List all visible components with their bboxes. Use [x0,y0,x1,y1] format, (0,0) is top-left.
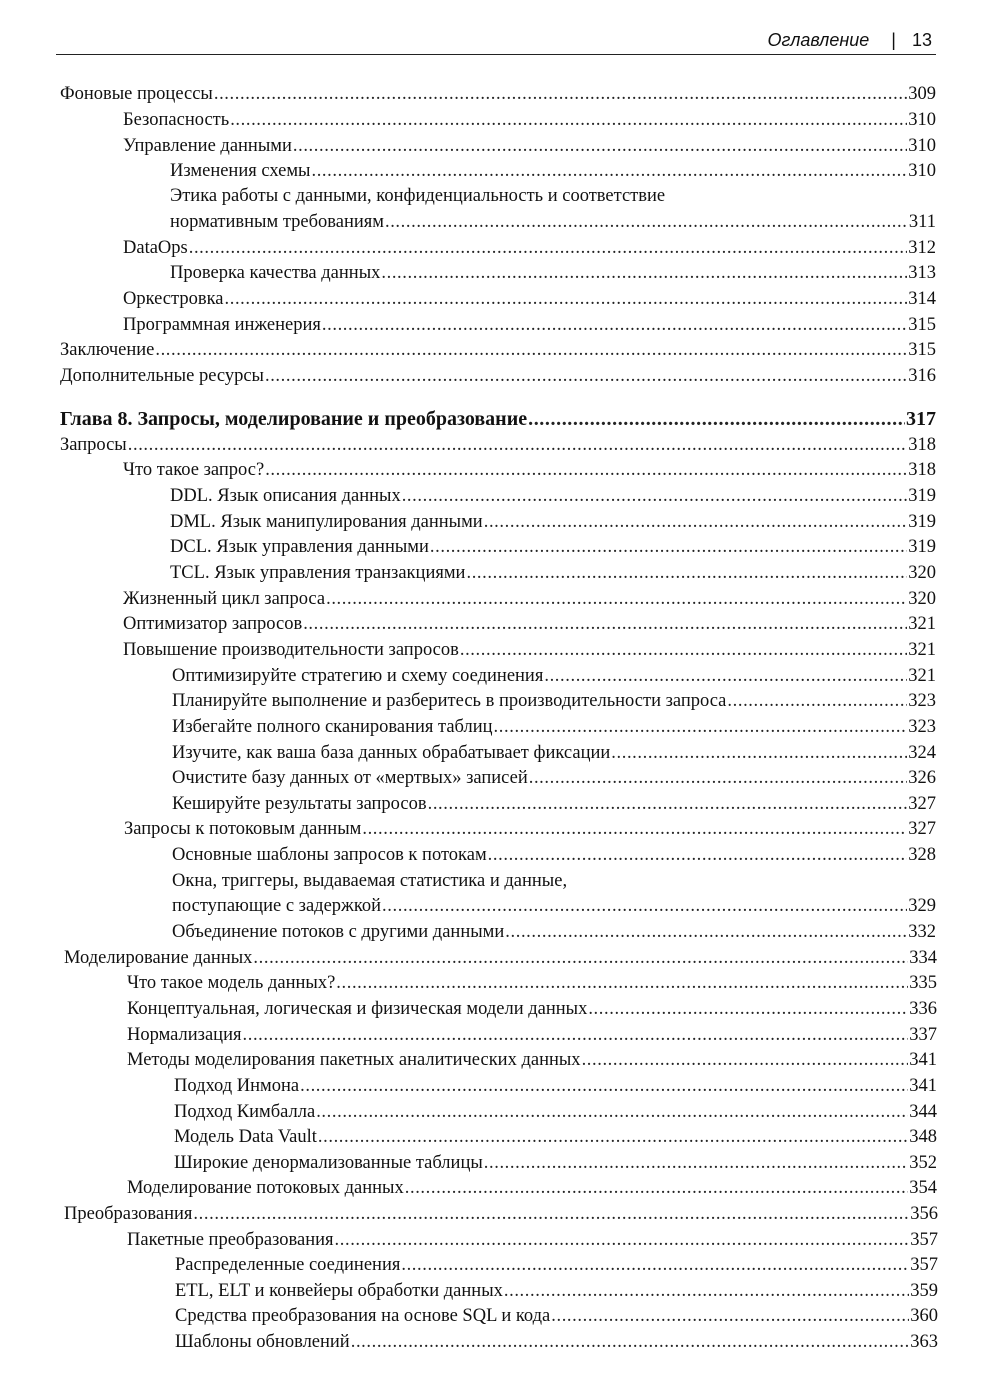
toc-entry-title: Избегайте полного сканирования таблиц [172,717,493,737]
toc-entry[interactable] [172,714,936,740]
toc-entry-page: 321 [908,666,936,686]
toc-entry-page: 360 [910,1306,938,1326]
toc-leader-dots [544,663,907,689]
toc-leader-dots [318,1124,908,1150]
toc-entry[interactable] [123,133,936,159]
toc-leader-dots [214,81,907,107]
toc-leader-dots [401,1252,909,1278]
toc-leader-dots [225,286,908,312]
toc-leader-dots [405,1175,909,1201]
toc-entry-title: Моделирование потоковых данных [127,1178,404,1198]
toc-leader-dots [588,996,908,1022]
toc-leader-dots [155,337,907,363]
toc-entry-page: 323 [908,717,936,737]
toc-entry-title: Что такое запрос? [123,460,265,480]
toc-entry-title: ETL, ELT и конвейеры обработки данных [175,1281,503,1301]
toc-entry[interactable] [123,107,936,133]
toc-entry-title: Запросы к потоковым данным [124,819,362,839]
toc-entry-page: 312 [908,238,936,258]
toc-entry-page: 326 [908,768,936,788]
toc-entry-title: Подход Кимбалла [174,1102,316,1122]
toc-entry-page: 321 [908,614,936,634]
toc-entry-page: 323 [908,691,936,711]
toc-entry[interactable] [175,1303,938,1329]
toc-leader-dots [326,586,907,612]
toc-entry-page: 316 [908,366,936,386]
toc-entry[interactable] [127,1175,937,1201]
toc-entry-title: Дополнительные ресурсы [60,366,264,386]
toc-entry-title: Объединение потоков с другими данными [172,922,505,942]
toc-entry[interactable] [172,893,936,919]
toc-leader-dots [193,1201,909,1227]
toc-entry[interactable] [170,260,936,286]
toc-entry[interactable] [175,1329,938,1355]
toc-entry-page: 315 [908,340,936,360]
toc-entry-title: Шаблоны обновлений [175,1332,350,1352]
toc-leader-dots [382,893,907,919]
toc-entry-title: Оркестровка [123,289,224,309]
toc-entry-page: 354 [909,1178,937,1198]
toc-entry[interactable] [123,457,936,483]
toc-leader-dots [727,688,907,714]
header-separator: | [891,30,896,50]
toc-leader-dots [362,816,907,842]
toc-entry-page: 313 [908,263,936,283]
toc-entry-page: 329 [908,896,936,916]
toc-entry-title: Запросы [60,435,127,455]
toc-entry-page: 320 [908,563,936,583]
toc-entry-title: Методы моделирования пакетных аналитических данных [127,1050,581,1070]
toc-entry[interactable] [170,560,936,586]
toc-entry-page: 363 [910,1332,938,1352]
toc-leader-dots [336,970,908,996]
toc-entry[interactable] [127,1047,937,1073]
toc-leader-dots [303,611,907,637]
toc-entry-page: 341 [909,1050,937,1070]
toc-entry-page: 328 [908,845,936,865]
toc-entry[interactable] [172,765,936,791]
toc-leader-dots [351,1329,910,1355]
toc-entry-page: 356 [910,1204,938,1224]
toc-entry-title: Средства преобразования на основе SQL и кода [175,1306,551,1326]
toc-leader-dots [293,133,907,159]
toc-entry-title: нормативным требованиям [170,212,384,232]
toc-leader-dots [484,1150,908,1176]
toc-entry[interactable] [170,209,936,235]
toc-entry[interactable] [123,586,936,612]
toc-entry[interactable] [170,509,936,535]
toc-entry-title: Фоновые процессы [60,84,213,104]
toc-entry[interactable] [174,1124,937,1150]
toc-entry-title: Преобразования [64,1204,193,1224]
toc-entry-title: DDL. Язык описания данных [170,486,401,506]
toc-entry-title: Повышение производительности запросов [123,640,459,660]
toc-leader-dots [551,1303,909,1329]
header-page-number: 13 [911,30,932,50]
toc-entry-page: 321 [908,640,936,660]
toc-entry[interactable] [175,1252,938,1278]
toc-entry[interactable] [172,688,936,714]
toc-entry[interactable] [172,663,936,689]
toc-entry-title: Концептуальная, логическая и физическая модели данных [127,999,588,1019]
toc-entry-page: 341 [909,1076,937,1096]
toc-entry-page: 357 [910,1255,938,1275]
toc-entry-title: Управление данными [123,136,292,156]
toc-entry-title-line: Окна, триггеры, выдаваемая статистика и данные, [172,871,568,891]
toc-entry-title: Нормализация [127,1025,242,1045]
toc-leader-dots [316,1099,908,1125]
toc-entry-title: поступающие с задержкой [172,896,382,916]
toc-entry[interactable] [172,842,936,868]
toc-entry-page: 310 [908,110,936,130]
running-header [56,26,936,55]
toc-leader-dots [385,209,908,235]
toc-entry-title: Изменения схемы [170,161,311,181]
toc-entry-title: TCL. Язык управления транзакциями [170,563,466,583]
toc-entry-page: 336 [909,999,937,1019]
toc-leader-dots [466,560,907,586]
toc-entry-title: Кешируйте результаты запросов [172,794,427,814]
toc-entry-page: 359 [910,1281,938,1301]
toc-entry[interactable] [127,1227,938,1253]
toc-entry-page: 320 [908,589,936,609]
toc-entry-title: Модель Data Vault [174,1127,317,1147]
toc-entry-title: Изучите, как ваша база данных обрабатывает фиксации [172,743,611,763]
toc-entry-page: 327 [908,819,936,839]
toc-entry-page: 309 [908,84,936,104]
toc-entry-title: Основные шаблоны запросов к потокам [172,845,487,865]
toc-entry-page: 310 [908,136,936,156]
toc-entry-title: DML. Язык манипулирования данными [170,512,483,532]
toc-entry-page: 334 [909,948,937,968]
toc-entry-title: Что такое модель данных? [127,973,336,993]
toc-leader-dots [265,363,907,389]
toc-leader-dots [128,432,908,458]
toc-entry[interactable] [174,1073,937,1099]
toc-entry-title: Оптимизатор запросов [123,614,303,634]
toc-entry[interactable] [172,919,936,945]
toc-leader-dots [253,945,908,971]
toc-entry-page: 311 [908,212,936,232]
toc-entry[interactable] [123,286,936,312]
toc-leader-dots [300,1073,908,1099]
toc-entry[interactable] [64,945,937,971]
toc-entry[interactable] [60,432,936,458]
toc-entry-page: 332 [908,922,936,942]
toc-entry-page: 327 [908,794,936,814]
toc-entry[interactable] [170,158,936,184]
toc-entry-page: 319 [908,512,936,532]
toc-entry-title: DataOps [123,238,188,258]
toc-entry[interactable] [123,611,936,637]
header-section-title: Оглавление [767,30,870,50]
toc-entry-title: Проверка качества данных [170,263,381,283]
toc-leader-dots [230,107,907,133]
toc-leader-dots [265,457,907,483]
toc-entry[interactable] [170,534,936,560]
toc-entry[interactable] [172,791,936,817]
toc-entry-page: 318 [908,435,936,455]
toc-entry-title: Программная инженерия [123,315,321,335]
toc-leader-dots [322,312,907,338]
toc-entry[interactable] [170,483,936,509]
toc-entry-page: 344 [909,1102,937,1122]
toc-leader-dots [402,483,908,509]
toc-leader-dots [484,509,908,535]
toc-leader-dots [529,765,908,791]
toc-entry[interactable] [60,81,936,107]
toc-entry[interactable] [127,970,937,996]
toc-entry[interactable] [60,363,936,389]
toc-entry-title: Распределенные соединения [175,1255,401,1275]
toc-entry-title: Подход Инмона [174,1076,300,1096]
toc-chapter-entry[interactable] [60,405,936,433]
toc-entry[interactable] [123,637,936,663]
toc-leader-dots [611,740,907,766]
toc-entry-title: Очистите базу данных от «мертвых» записей [172,768,528,788]
toc-entry-title-line: Этика работы с данными, конфиденциальность и соответствие [170,186,666,206]
toc-entry[interactable] [174,1099,937,1125]
toc-entry-page: 314 [908,289,936,309]
toc-leader-dots [504,1278,909,1304]
toc-entry-page: 352 [909,1153,937,1173]
toc-entry[interactable] [172,740,936,766]
toc-leader-dots [189,235,908,261]
toc-entry[interactable] [127,1022,937,1048]
toc-chapter-title: Глава 8. Запросы, моделирование и преобразование [60,408,528,430]
toc-entry[interactable] [174,1150,937,1176]
toc-leader-dots [460,637,907,663]
toc-chapter-page: 317 [906,408,936,430]
toc-leader-dots [428,791,908,817]
toc-entry-page: 319 [908,486,936,506]
toc-leader-dots [488,842,908,868]
toc-entry[interactable] [123,235,936,261]
toc-entry[interactable] [60,337,936,363]
toc-entry-page: 310 [908,161,936,181]
toc-entry-title: Моделирование данных [64,948,253,968]
toc-entry-title: Оптимизируйте стратегию и схему соединения [172,666,544,686]
toc-entry-page: 318 [908,460,936,480]
toc-entry-page: 335 [909,973,937,993]
toc-entry-page: 357 [910,1230,938,1250]
toc-leader-dots [582,1047,909,1073]
toc-entry-title: Пакетные преобразования [127,1230,334,1250]
toc-entry[interactable] [124,816,936,842]
toc-leader-dots [311,158,907,184]
toc-leader-dots [505,919,907,945]
toc-entry-page: 348 [909,1127,937,1147]
toc-entry[interactable] [175,1278,938,1304]
toc-leader-dots [381,260,907,286]
toc-entry-page: 324 [908,743,936,763]
toc-entry-title: Широкие денормализованные таблицы [174,1153,483,1173]
toc-entry-page: 315 [908,315,936,335]
toc-entry[interactable] [64,1201,938,1227]
toc-leader-dots [335,1227,910,1253]
toc-entry-title: Заключение [60,340,155,360]
toc-entry-page: 337 [909,1025,937,1045]
toc-entry[interactable] [123,312,936,338]
toc-leader-dots [494,714,908,740]
toc-entry-title: DCL. Язык управления данными [170,537,429,557]
toc-entry-title: Планируйте выполнение и разберитесь в производительности запроса [172,691,727,711]
toc-entry-page: 319 [908,537,936,557]
toc-leader-dots [528,405,905,431]
toc-entry-title: Жизненный цикл запроса [123,589,326,609]
toc-entry-title: Безопасность [123,110,230,130]
toc-leader-dots [430,534,907,560]
toc-leader-dots [243,1022,909,1048]
toc-entry[interactable] [127,996,937,1022]
